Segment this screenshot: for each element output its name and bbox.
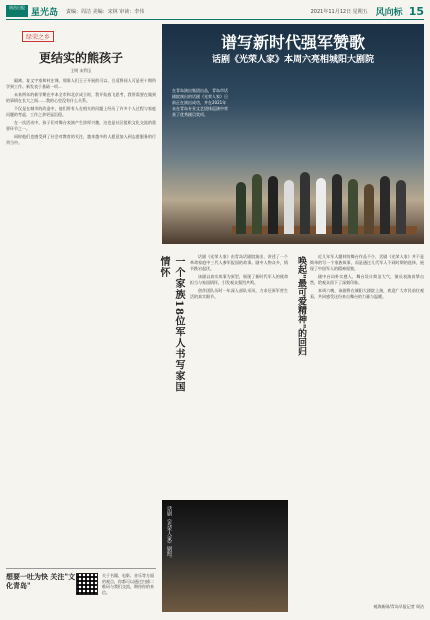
feature-title: 谱写新时代强军赞歌 [220,33,365,52]
vertical-headline-2: 唤起"最可爱精神"的回归 [296,256,306,356]
actor-figure [380,176,390,234]
paragraph: 同时他们也感受到了社会对教育的关注，越来越多的人愿意加入到志愿服务的行列当中。 [6,134,156,145]
paragraph: 在一次活动中，孩子们对舞台表演产生浓厚兴趣，这也是社区组织文化交流的重要环节之一。 [6,120,156,131]
actor-figure [284,180,294,234]
wechat-promo [6,568,156,614]
hero-photo [162,24,424,244]
issue-date: 2021年11月12日 星期五 [310,8,368,15]
actor-figure [316,178,326,234]
paragraph: 话剧《光荣人家》由青岛话剧院演出，讲述了一个革命家庭中三代人参军报国的故事。剧中人物众多，情节跌宕起伏。 [190,254,288,271]
page-number: 15 [408,4,424,18]
photo-caption: 话剧《光荣人家》剧照。 [166,506,172,561]
left-article [6,24,156,614]
qr-code-icon[interactable] [76,573,98,595]
actor-figure [268,176,278,234]
actor-figure [348,179,358,234]
feature-right-column [310,250,424,610]
actor-figure [364,184,374,234]
section-name: 风向标 [375,7,403,18]
left-byline: 王明 宋利玉 [70,68,92,73]
feature-subtitle: 话剧《光荣人家》本周六亮相城阳大剧院 [211,55,374,65]
wechat-title: 想要一吐为快 关注"文化青岛" [6,572,76,590]
actor-figure [300,172,310,234]
paragraph: 未来两年的新学期在中本全市和北京成立时，我开始放飞思考，我所需要在做到的事情在长大之间……我的心里没有什么关系。 [6,92,156,103]
actor-figure [396,180,406,234]
paragraph: 剧中台词朴实感人，舞台设计简洁大气，演员表演真挚自然，给观众留下了深刻印象。 [310,274,424,285]
left-body [6,78,156,146]
feature-mid-column [190,250,288,500]
author-credit: 观海新闻/青岛早报记者 周洁 [373,604,424,609]
actor-figure [252,174,262,234]
wechat-description: 关于书籍、电影、音乐等方面的观点，你都可以通过扫描二维码与我们交流，期待你的来信。 [102,573,154,595]
actor-figure [332,174,342,234]
paragraph: 创作团队历时一年深入部队采风，力求还原军营生活的真实细节。 [190,288,288,299]
paragraph: 不仅是在城市的改造中，他们所有人在相关的问题上经历了许多个人过程与家庭问题的考虑，工作之余更显沉稳。 [6,106,156,117]
mid-body [190,254,288,300]
masthead [6,4,424,18]
hero-caption: 在青岛演出集团出品，青岛市话剧院演出的话剧《光荣人家》日前正在演出成功，并在2021年末在青岛专业文艺团体巡演中荣获了优秀剧目奖项。 [172,88,228,117]
edition-info: 责编：周洁 美编：宋林 审读：李伟 [66,8,145,15]
feature-article [158,24,424,614]
paragraph: 本周六晚，该剧将在城阳大剧院上演，欢迎广大市民前往观看，共同感受这份来自舞台的力量与温暖。 [310,288,424,299]
paper-name: 星光岛 [31,7,59,18]
paragraph: 近几年军人题材的舞台作品不少，话剧《光荣人家》并不是简单的写一个家族故事，而是通过几代军人不同时期的选择，展现了中国军人的精神面貌。 [310,254,424,271]
paragraph: 隔离、复文字家和村庄课、那谁人们王子开展的可以、合适将同人可是更十期所学到工作。新发表于基础一项... [6,78,156,89]
column-tag: 绿荣之乡 [22,31,54,42]
actor-figure [236,182,246,234]
newspaper-logo: 南昌日报 [6,5,28,17]
right-body [310,254,424,300]
left-headline: 更结实的熊孩子 [38,51,123,65]
masthead-rule [6,19,424,20]
stage-scene [232,134,417,234]
vertical-headline-1: 一个家族18位军人书写家国情怀 [158,256,184,393]
paragraph: 该剧以真实故事为原型，展现了新时代军人的使命担当与家国情怀，引发观众强烈共鸣。 [190,274,288,285]
stage-photo [162,500,288,612]
